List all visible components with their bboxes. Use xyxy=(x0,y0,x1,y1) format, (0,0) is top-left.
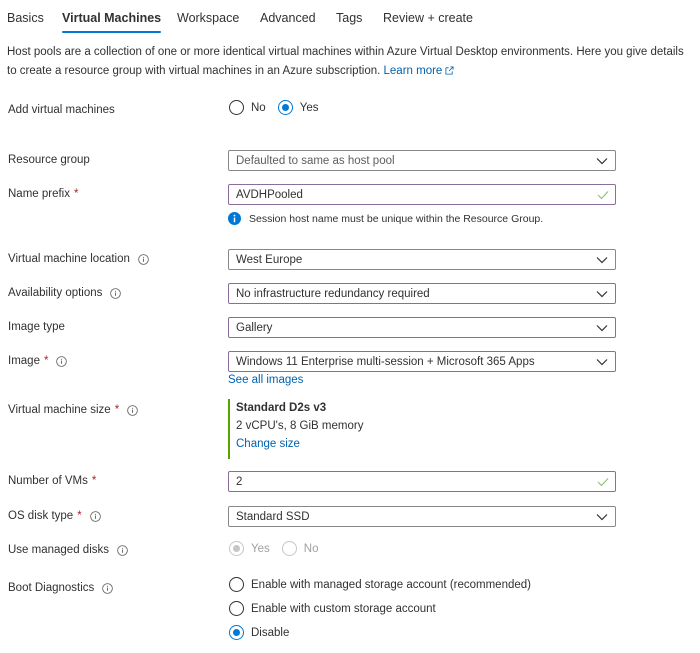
info-icon[interactable] xyxy=(138,254,149,265)
external-link-icon xyxy=(445,66,454,75)
boot-diag-managed-radio[interactable]: Enable with managed storage account (recommended) xyxy=(229,577,531,592)
add-vms-yes-radio[interactable]: Yes xyxy=(278,100,319,115)
radio-checked-icon xyxy=(278,100,293,115)
boot-diag-disable-radio[interactable]: Disable xyxy=(229,625,289,640)
info-icon[interactable] xyxy=(56,356,67,367)
add-vms-no-radio[interactable]: No xyxy=(229,100,266,115)
intro-description: Host pools are a collection of one or more identical virtual machines within Azure Virtual Desktop environments. Here you give details to create a resource group with virtual machines in an Azure subscription. xyxy=(7,46,684,77)
checkmark-icon xyxy=(597,477,609,487)
name-prefix-label: Name prefix * xyxy=(8,188,79,200)
resource-group-label: Resource group xyxy=(8,154,90,166)
required-asterisk: * xyxy=(77,510,82,522)
required-asterisk: * xyxy=(91,475,97,487)
info-filled-icon xyxy=(228,212,241,225)
availability-dropdown[interactable]: No infrastructure redundancy required xyxy=(228,283,616,304)
required-asterisk: * xyxy=(43,355,49,367)
info-icon[interactable] xyxy=(90,511,101,522)
vm-size-specs: 2 vCPU's, 8 GiB memory xyxy=(236,420,364,432)
see-all-images-link[interactable]: See all images xyxy=(228,374,304,386)
tab-review-create[interactable]: Review + create xyxy=(383,11,473,25)
chevron-down-icon xyxy=(596,157,608,165)
radio-circle-icon xyxy=(229,601,244,616)
change-size-link[interactable]: Change size xyxy=(236,438,300,450)
tab-advanced[interactable]: Advanced xyxy=(260,11,316,25)
availability-label: Availability options xyxy=(8,287,121,299)
vm-size-label: Virtual machine size * xyxy=(8,404,138,416)
chevron-down-icon xyxy=(596,290,608,298)
num-vms-input[interactable]: 2 xyxy=(228,471,616,492)
tab-virtual-machines[interactable]: Virtual Machines xyxy=(62,11,162,25)
num-vms-label: Number of VMs * xyxy=(8,475,97,487)
managed-disks-radio-group xyxy=(229,541,330,556)
info-icon[interactable] xyxy=(127,405,138,416)
required-asterisk: * xyxy=(74,188,79,200)
image-type-dropdown[interactable]: Gallery xyxy=(228,317,616,338)
managed-disks-yes-radio: Yes xyxy=(229,541,270,556)
radio-checked-icon xyxy=(229,625,244,640)
info-icon[interactable] xyxy=(102,583,113,594)
checkmark-icon xyxy=(597,190,609,200)
boot-diag-option-custom xyxy=(229,601,448,616)
chevron-down-icon xyxy=(596,513,608,521)
vm-size-summary xyxy=(228,399,363,459)
radio-circle-icon xyxy=(282,541,297,556)
os-disk-dropdown[interactable]: Standard SSD xyxy=(228,506,616,527)
image-dropdown[interactable]: Windows 11 Enterprise multi-session + Microsoft 365 Apps xyxy=(228,351,616,372)
image-type-label: Image type xyxy=(8,321,65,333)
managed-disks-no-radio: No xyxy=(282,541,319,556)
vm-size-name: Standard D2s v3 xyxy=(236,402,327,414)
radio-circle-icon xyxy=(229,577,244,592)
info-icon[interactable] xyxy=(117,545,128,556)
boot-diag-label: Boot Diagnostics xyxy=(8,582,113,594)
intro-text xyxy=(7,43,687,81)
managed-disks-label: Use managed disks xyxy=(8,544,128,556)
chevron-down-icon xyxy=(596,256,608,264)
required-asterisk: * xyxy=(114,404,120,416)
tab-bar xyxy=(0,0,700,36)
resource-group-dropdown[interactable]: Defaulted to same as host pool xyxy=(228,150,616,171)
name-prefix-info-note: Session host name must be unique within the Resource Group. xyxy=(228,212,543,225)
boot-diag-custom-radio[interactable]: Enable with custom storage account xyxy=(229,601,436,616)
tab-basics[interactable]: Basics xyxy=(7,11,44,25)
radio-checked-icon xyxy=(229,541,244,556)
name-prefix-input[interactable]: AVDHPooled xyxy=(228,184,616,205)
chevron-down-icon xyxy=(596,324,608,332)
image-label: Image * xyxy=(8,355,67,367)
boot-diag-option-disable xyxy=(229,625,301,640)
tab-tags[interactable]: Tags xyxy=(336,11,363,25)
add-vms-label: Add virtual machines xyxy=(8,104,115,116)
chevron-down-icon xyxy=(596,358,608,366)
info-icon[interactable] xyxy=(110,288,121,299)
add-vms-radio-group xyxy=(229,100,330,115)
os-disk-label: OS disk type * xyxy=(8,510,101,522)
vm-location-dropdown[interactable]: West Europe xyxy=(228,249,616,270)
radio-circle-icon xyxy=(229,100,244,115)
vm-location-label: Virtual machine location xyxy=(8,253,149,265)
boot-diag-option-managed xyxy=(229,577,543,592)
tab-workspace[interactable]: Workspace xyxy=(177,11,240,25)
learn-more-link[interactable]: Learn more xyxy=(384,65,455,77)
